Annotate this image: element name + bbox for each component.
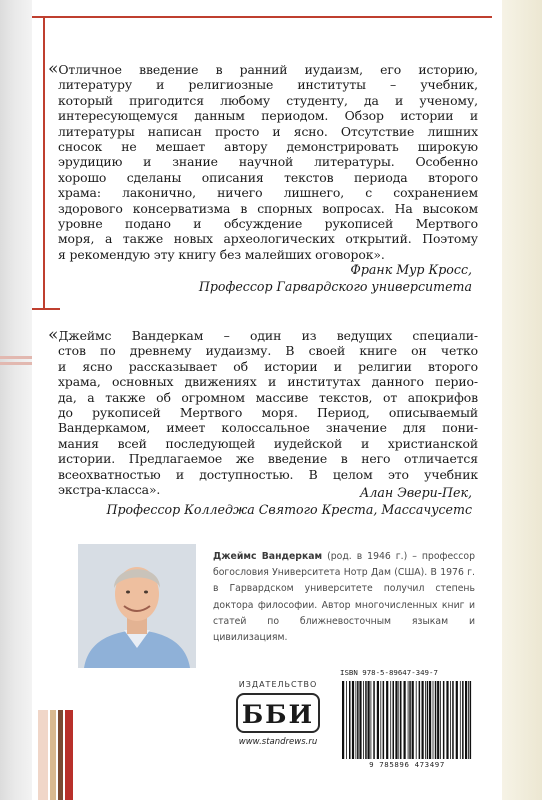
quote-line: литературу и религиозные институты – учебник, [58,77,478,93]
left-accent-line-1 [0,356,32,359]
review-quote-avery-peck [48,325,478,498]
review-attribution-cross [70,261,472,295]
quote-line: «Джеймс Вандеркам – один из ведущих специали- [48,325,478,345]
reviewer-position: Профессор Гарвардского университета [198,279,472,294]
quote-line: литературы написан просто и ясно. Отсутствие лишних [58,123,478,139]
quote-line: храма: лаконично, ничего лишнего, с сохранением [58,185,478,201]
stripe-peach [38,710,48,800]
quote-line: который пригодится любому студенту, да и ученому, [58,92,478,108]
author-bio-text: (род. в 1946 г.) – профессор богословия Университета Нотр Дам (США). В 1976 г. в Гарвардском университете получил степень доктора философии. Автор многочисленных книг и статей по ближневосточным языкам и цивилизациям. [213,551,475,644]
isbn-number: ISBN 978-5-89647-349-7 [340,668,438,677]
quote-line: «Отличное введение в ранний иудаизм, его историю, [48,59,478,79]
reviewer-position: Профессор Колледжа Святого Креста, Массачусетс [106,502,472,517]
quote-frame-top [32,16,492,18]
quote-line: здорового консерватизма в спорных вопросах. На высоком [58,200,478,216]
quote-line: и ясно рассказывает об истории и религии второго [58,358,478,374]
left-accent-line-2 [0,362,32,365]
left-gray-band [0,0,32,800]
right-cream-band [502,0,542,800]
quote-line: экстра-класса». [58,482,161,498]
review-attribution-avery-peck [70,484,472,518]
author-name: Джеймс Вандеркам [213,551,323,562]
quote-line: сносок не мешает автору демонстрировать широкую [58,139,478,155]
quote-line: истории. Предлагаемое же введение в него отличается [58,451,478,467]
reviewer-name: Франк Мур Кросс, [350,262,472,277]
quote-line: хорошо сделаны описания текстов периода второго [58,169,478,185]
quote-line: до рукописей Мертвого моря. Период, описываемый [58,405,478,421]
publisher-label: ИЗДАТЕЛЬСТВО [238,680,318,689]
quote-line: уровне подано и обсуждение рукописей Мертвого [58,216,478,232]
quote-frame-bottom [32,308,60,310]
review-quote-cross [48,59,478,262]
quote-line: эрудицию и знание научной литературы. Особенно [58,154,478,170]
quote-line: да, а также об огромном массиве текстов, от апокрифов [58,389,478,405]
stripe-tan [50,710,56,800]
publisher-url: www.standrews.ru [238,737,318,747]
stripe-red [65,710,73,800]
barcode-digits: 9 785896 473497 [369,760,445,769]
quote-line: моря, а также новых археологических открытий. Поэтому [58,231,478,247]
quote-line: храма, основных движениях и институтах данного перио- [58,374,478,390]
quote-line: Вандеркамом, имеет колоссальное значение для пони- [58,420,478,436]
quote-line: мания всей последующей иудейской и христианской [58,435,478,451]
publisher-logo: ББИ [236,693,320,733]
quote-line: интересующемуся данным периодом. Обзор истории и [58,108,478,124]
quote-line: я рекомендую эту книгу без малейших оговорок». [58,246,385,262]
quote-line: стов по древнему иудаизму. В своей книге он четко [58,343,478,359]
publisher-block [228,680,328,747]
author-photo [78,544,196,668]
author-bio [213,549,475,646]
quote-frame-left [43,16,45,310]
barcode [340,681,474,759]
stripe-brown [58,710,63,800]
reviewer-name: Алан Эвери-Пек, [359,485,472,500]
quote-line: всеохватностью и доступностью. В целом это учебник [58,466,478,482]
